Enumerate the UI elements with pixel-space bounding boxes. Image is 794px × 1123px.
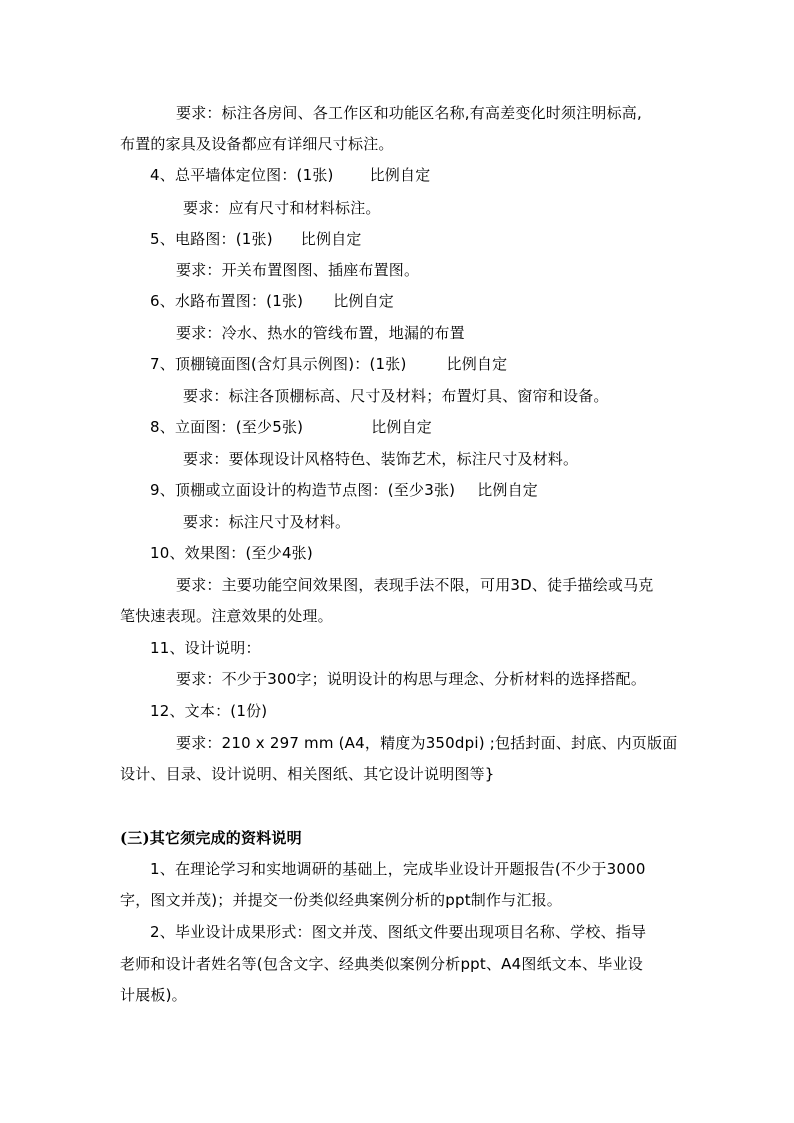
section-3-heading: (三)其它须完成的资料说明	[120, 829, 302, 847]
item-7-title-text: 7、顶棚镜面图(含灯具示例图)：(1张)	[150, 355, 407, 373]
section-3-para1-line2: 字，图文并茂)；并提交一份类似经典案例分析的ppt制作与汇报。	[120, 891, 562, 909]
item-5-req: 要求：开关布置图图、插座布置图。	[176, 261, 420, 279]
item-11-title: 11、设计说明：	[150, 639, 261, 657]
item-9-scale: 比例自定	[477, 481, 539, 499]
item-7-req: 要求：标注各顶棚标高、尺寸及材料；布置灯具、窗帘和设备。	[183, 387, 609, 405]
item-9-req: 要求：标注尺寸及材料。	[183, 513, 351, 531]
item-7-title	[150, 354, 507, 374]
p1-line1: 要求：标注各房间、各工作区和功能区名称,有高差变化时须注明标高,	[176, 104, 642, 122]
item-8-title	[150, 417, 432, 437]
item-10-req-line1: 要求：主要功能空间效果图，表现手法不限，可用3D、徒手描绘或马克	[176, 576, 654, 594]
item-6-title	[150, 291, 394, 311]
item-5-title-text: 5、电路图：(1张)	[150, 230, 273, 248]
item-12-title: 12、文本：(1份)	[150, 702, 268, 720]
item-7-scale: 比例自定	[446, 355, 508, 373]
item-9-title	[150, 480, 538, 500]
item-9-title-text: 9、顶棚或立面设计的构造节点图：(至少3张)	[150, 481, 456, 499]
item-4-title	[150, 165, 430, 185]
item-8-title-text: 8、立面图：(至少5张)	[150, 418, 304, 436]
item-5-title	[150, 229, 362, 249]
item-12-req-line1: 要求：210 x 297 mm (A4，精度为350dpi) ;包括封面、封底、内页版面	[176, 734, 678, 752]
section-3-para2-line3: 计展板)。	[120, 986, 187, 1004]
item-6-title-text: 6、水路布置图：(1张)	[150, 292, 304, 310]
item-12-req-line2: 设计、目录、设计说明、相关图纸、其它设计说明图等}	[120, 765, 495, 783]
item-4-title-text: 4、总平墙体定位图：(1张)	[150, 166, 334, 184]
item-8-req: 要求：要体现设计风格特色、装饰艺术，标注尺寸及材料。	[183, 450, 579, 468]
section-3-para2-line1: 2、毕业设计成果形式：图文并茂、图纸文件要出现项目名称、学校、指导	[150, 923, 647, 941]
item-4-req: 要求：应有尺寸和材料标注。	[183, 199, 381, 217]
p1-line2: 布置的家具及设备都应有详细尺寸标注。	[120, 135, 394, 153]
item-4-scale: 比例自定	[369, 166, 431, 184]
item-6-scale: 比例自定	[333, 292, 395, 310]
item-5-scale: 比例自定	[300, 230, 362, 248]
item-8-scale: 比例自定	[371, 418, 433, 436]
section-3-para1-line1: 1、在理论学习和实地调研的基础上，完成毕业设计开题报告(不少于3000	[150, 860, 646, 878]
item-11-req: 要求：不少于300字；说明设计的构思与理念、分析材料的选择搭配。	[176, 670, 647, 688]
section-3-para2-line2: 老师和设计者姓名等(包含文字、经典类似案例分析ppt、A4图纸文本、毕业设	[120, 955, 643, 973]
item-10-req-line2: 笔快速表现。注意效果的处理。	[120, 607, 333, 625]
item-10-title: 10、效果图：(至少4张)	[150, 544, 313, 562]
item-6-req: 要求：冷水、热水的管线布置，地漏的布置	[176, 324, 465, 342]
